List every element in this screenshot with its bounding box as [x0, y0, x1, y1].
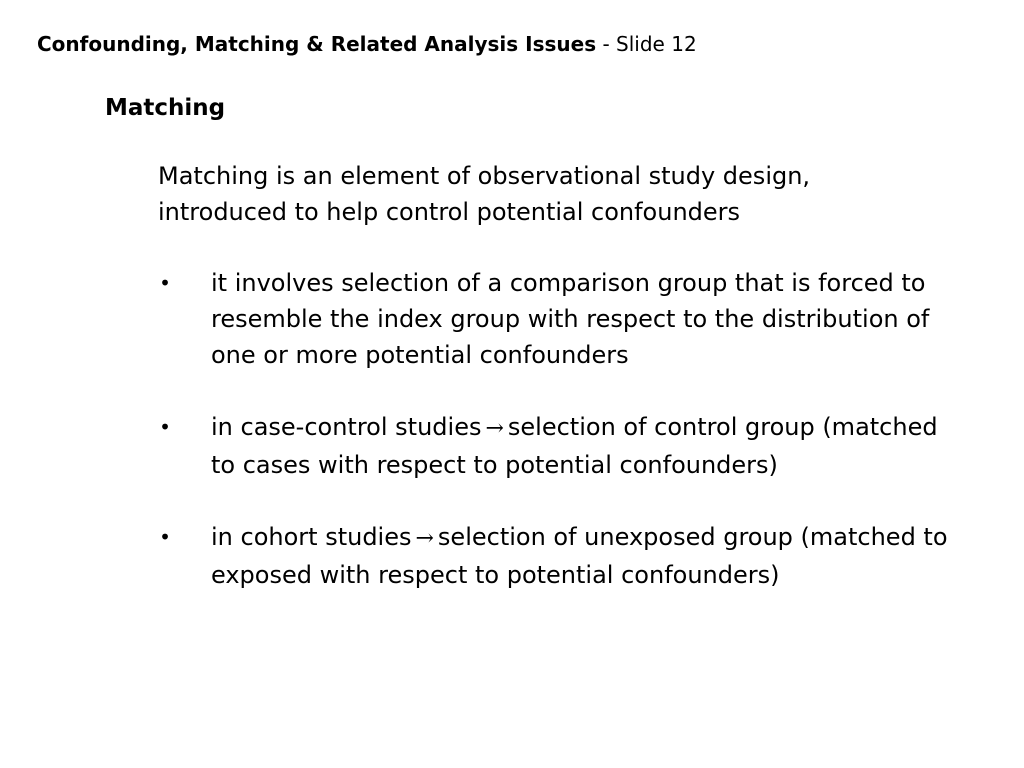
intro-line-2: introduced to help control potential confounders [158, 198, 741, 226]
bullet-item-selection [155, 265, 955, 373]
bullet-item-case-control [155, 409, 955, 483]
bullet-icon: • [159, 271, 171, 295]
right-arrow-icon: → [415, 526, 434, 551]
bullet-item-cohort [155, 519, 955, 593]
slide-title: Confounding, Matching & Related Analysis Issues [37, 32, 597, 56]
intro-line-1: Matching is an element of observational study design, [158, 162, 811, 190]
bullet-rest-text: selection of unexposed group (matched to exposed with respect to potential confounders) [211, 523, 948, 589]
title-separator: - [596, 32, 617, 56]
bullet-icon: • [159, 525, 171, 549]
bullet-lead-text: in cohort studies [211, 523, 412, 551]
bullet-rest-text: selection of control group (matched to cases with respect to potential confounders) [211, 413, 938, 479]
section-heading: Matching [105, 95, 226, 121]
bullet-icon: • [159, 415, 171, 439]
bullet-list [155, 265, 955, 629]
slide-header [37, 30, 697, 58]
bullet-lead-text: in case-control studies [211, 413, 482, 441]
bullet-text: it involves selection of a comparison group that is forced to resemble the index group with respect to the distribution of one or more potential confounders [211, 269, 930, 369]
slide-number: Slide 12 [616, 32, 697, 56]
intro-paragraph [158, 158, 958, 230]
right-arrow-icon: → [485, 416, 504, 441]
